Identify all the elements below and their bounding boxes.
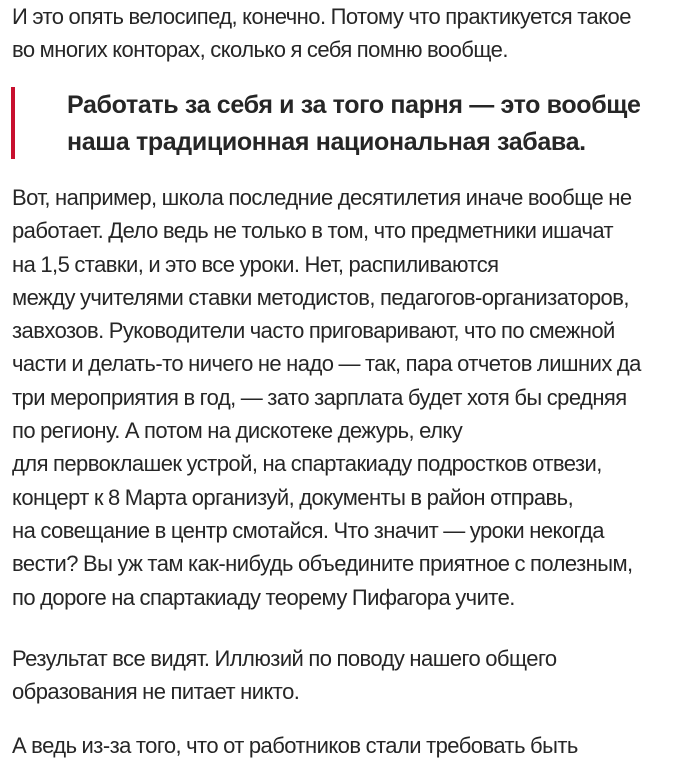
- paragraph-line: А ведь из-за того, что от работников стали требовать быть: [12, 733, 578, 758]
- paragraph-line: по региону. А потом на дискотеке дежурь, елку: [12, 418, 463, 444]
- paragraph-line: Вот, например, школа последние десятилетия иначе вообще не: [12, 185, 632, 210]
- paragraph-line: для первоклашек устрой, на спартакиаду подростков отвези,: [12, 451, 602, 477]
- paragraph-line: на 1,5 ставки, и это все уроки. Нет, распиливаются: [12, 251, 499, 277]
- article-paragraph: [12, 729, 578, 762]
- paragraph-line: работает. Дело ведь не только в том, что предметники ишачат: [12, 218, 614, 244]
- paragraph-line: на совещание в центр смотайся. Что значит — уроки некогда: [12, 517, 604, 543]
- paragraph-line: И это опять велосипед, конечно. Потому что практикуется такое: [12, 4, 631, 29]
- paragraph-line: концерт к 8 Марта организуй, документы в район отправь,: [12, 484, 574, 510]
- pull-quote: [12, 87, 692, 160]
- paragraph-line: три мероприятия в год, — зато зарплата будет хотя бы средняя: [12, 384, 627, 410]
- paragraph-line: во многих конторах, сколько я себя помню вообще.: [12, 37, 508, 63]
- quote-accent-bar: [11, 87, 15, 159]
- quote-line: наша традиционная национальная забава.: [67, 127, 586, 156]
- paragraph-line: Результат все видят. Иллюзий по поводу нашего общего: [12, 646, 557, 671]
- article-paragraph: [12, 181, 641, 614]
- quote-line: Работать за себя и за того парня — это вообще: [67, 91, 641, 119]
- paragraph-line: образования не питает никто.: [12, 679, 300, 705]
- article-paragraph: [12, 642, 557, 709]
- paragraph-line: вести? Вы уж там как-нибудь объедините приятное с полезным,: [12, 551, 633, 577]
- article-paragraph: [12, 0, 631, 67]
- paragraph-line: завхозов. Руководители часто приговаривают, что по смежной: [12, 318, 615, 344]
- pull-quote-text: [67, 87, 641, 160]
- paragraph-line: по дороге на спартакиаду теорему Пифагора учите.: [12, 584, 515, 610]
- paragraph-line: между учителями ставки методистов, педагогов-организаторов,: [12, 284, 629, 310]
- paragraph-line: части и делать-то ничего не надо — так, пара отчетов лишних да: [12, 351, 641, 377]
